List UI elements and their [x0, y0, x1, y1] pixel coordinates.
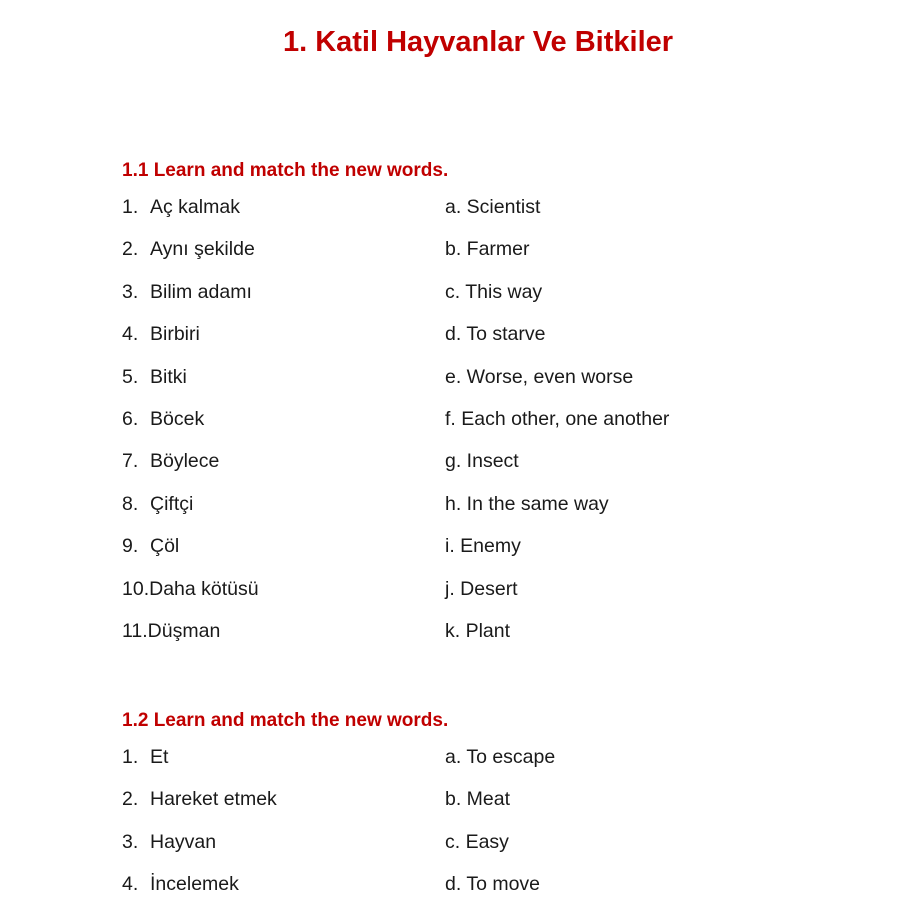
term-cell [122, 829, 216, 855]
list-item [122, 576, 822, 618]
item-number: 11. [122, 619, 148, 642]
term-text: Aç kalmak [150, 196, 240, 218]
match-option: c. This way [445, 280, 543, 303]
term-text: Düşman [147, 619, 221, 642]
term-text: Çöl [150, 535, 180, 558]
term-cell [122, 618, 220, 644]
term-text: İncelemek [150, 873, 239, 896]
item-number: 4. [122, 323, 139, 346]
match-option: d. To move [445, 873, 541, 896]
term-cell [122, 533, 179, 559]
term-cell [122, 448, 219, 474]
match-option: g. Insect [445, 450, 519, 473]
list-item [122, 829, 822, 871]
item-number: 3. [122, 830, 139, 853]
match-option: a. To escape [445, 746, 556, 768]
list-item [122, 448, 822, 490]
item-number: 10. [122, 577, 150, 600]
match-option: a. Scientist [445, 196, 541, 218]
match-option: k. Plant [445, 619, 511, 642]
term-text: Bilim adamı [150, 280, 252, 303]
list-item [122, 194, 822, 236]
term-text: Aynı şekilde [150, 238, 255, 261]
term-text: Böcek [150, 407, 205, 430]
list-item [122, 491, 822, 533]
term-text: Çiftçi [150, 492, 194, 515]
term-cell [122, 871, 239, 897]
term-text: Birbiri [150, 323, 200, 346]
term-cell [122, 194, 240, 220]
item-number: 2. [122, 788, 139, 811]
item-number: 1. [122, 196, 139, 218]
term-cell [122, 279, 252, 305]
page-title: 1. Katil Hayvanlar Ve Bitkiler [282, 26, 674, 58]
item-number: 3. [122, 280, 139, 303]
item-number: 8. [122, 492, 139, 515]
item-number: 4. [122, 873, 139, 896]
item-number: 5. [122, 365, 139, 388]
list-item [122, 236, 822, 278]
term-cell [122, 364, 187, 390]
list-item [122, 786, 822, 828]
match-option: b. Meat [445, 788, 511, 811]
match-list [122, 194, 822, 660]
list-item [122, 406, 822, 448]
list-item [122, 533, 822, 575]
term-cell [122, 491, 193, 517]
section-heading: 1.1 Learn and match the new words. [122, 160, 449, 181]
term-text: Daha kötüsü [149, 577, 259, 600]
match-option: f. Each other, one another [445, 407, 670, 430]
list-item [122, 744, 822, 786]
list-item [122, 321, 822, 363]
item-number: 2. [122, 238, 139, 261]
term-cell [122, 576, 259, 602]
match-option: e. Worse, even worse [445, 365, 634, 388]
list-item [122, 364, 822, 406]
item-number: 1. [122, 746, 139, 768]
term-cell [122, 321, 200, 347]
match-option: j. Desert [445, 577, 518, 600]
list-item [122, 618, 822, 660]
match-option: h. In the same way [445, 492, 609, 515]
term-text: Hareket etmek [150, 788, 277, 811]
match-list [122, 744, 822, 914]
list-item [122, 871, 822, 913]
term-cell [122, 236, 255, 262]
term-text: Hayvan [150, 830, 217, 853]
item-number: 9. [122, 535, 139, 558]
section-heading: 1.2 Learn and match the new words. [122, 710, 449, 731]
match-option: i. Enemy [445, 535, 521, 558]
match-option: c. Easy [445, 830, 509, 853]
term-text: Et [150, 746, 169, 768]
term-text: Böylece [150, 450, 220, 473]
term-text: Bitki [150, 365, 187, 388]
item-number: 6. [122, 407, 139, 430]
item-number: 7. [122, 450, 139, 473]
term-cell [122, 406, 204, 432]
term-cell [122, 786, 277, 812]
term-cell [122, 744, 168, 770]
list-item [122, 279, 822, 321]
match-option: d. To starve [445, 323, 546, 346]
section-1-1 [122, 158, 822, 660]
match-option: b. Farmer [445, 238, 530, 261]
section-1-2 [122, 708, 822, 914]
